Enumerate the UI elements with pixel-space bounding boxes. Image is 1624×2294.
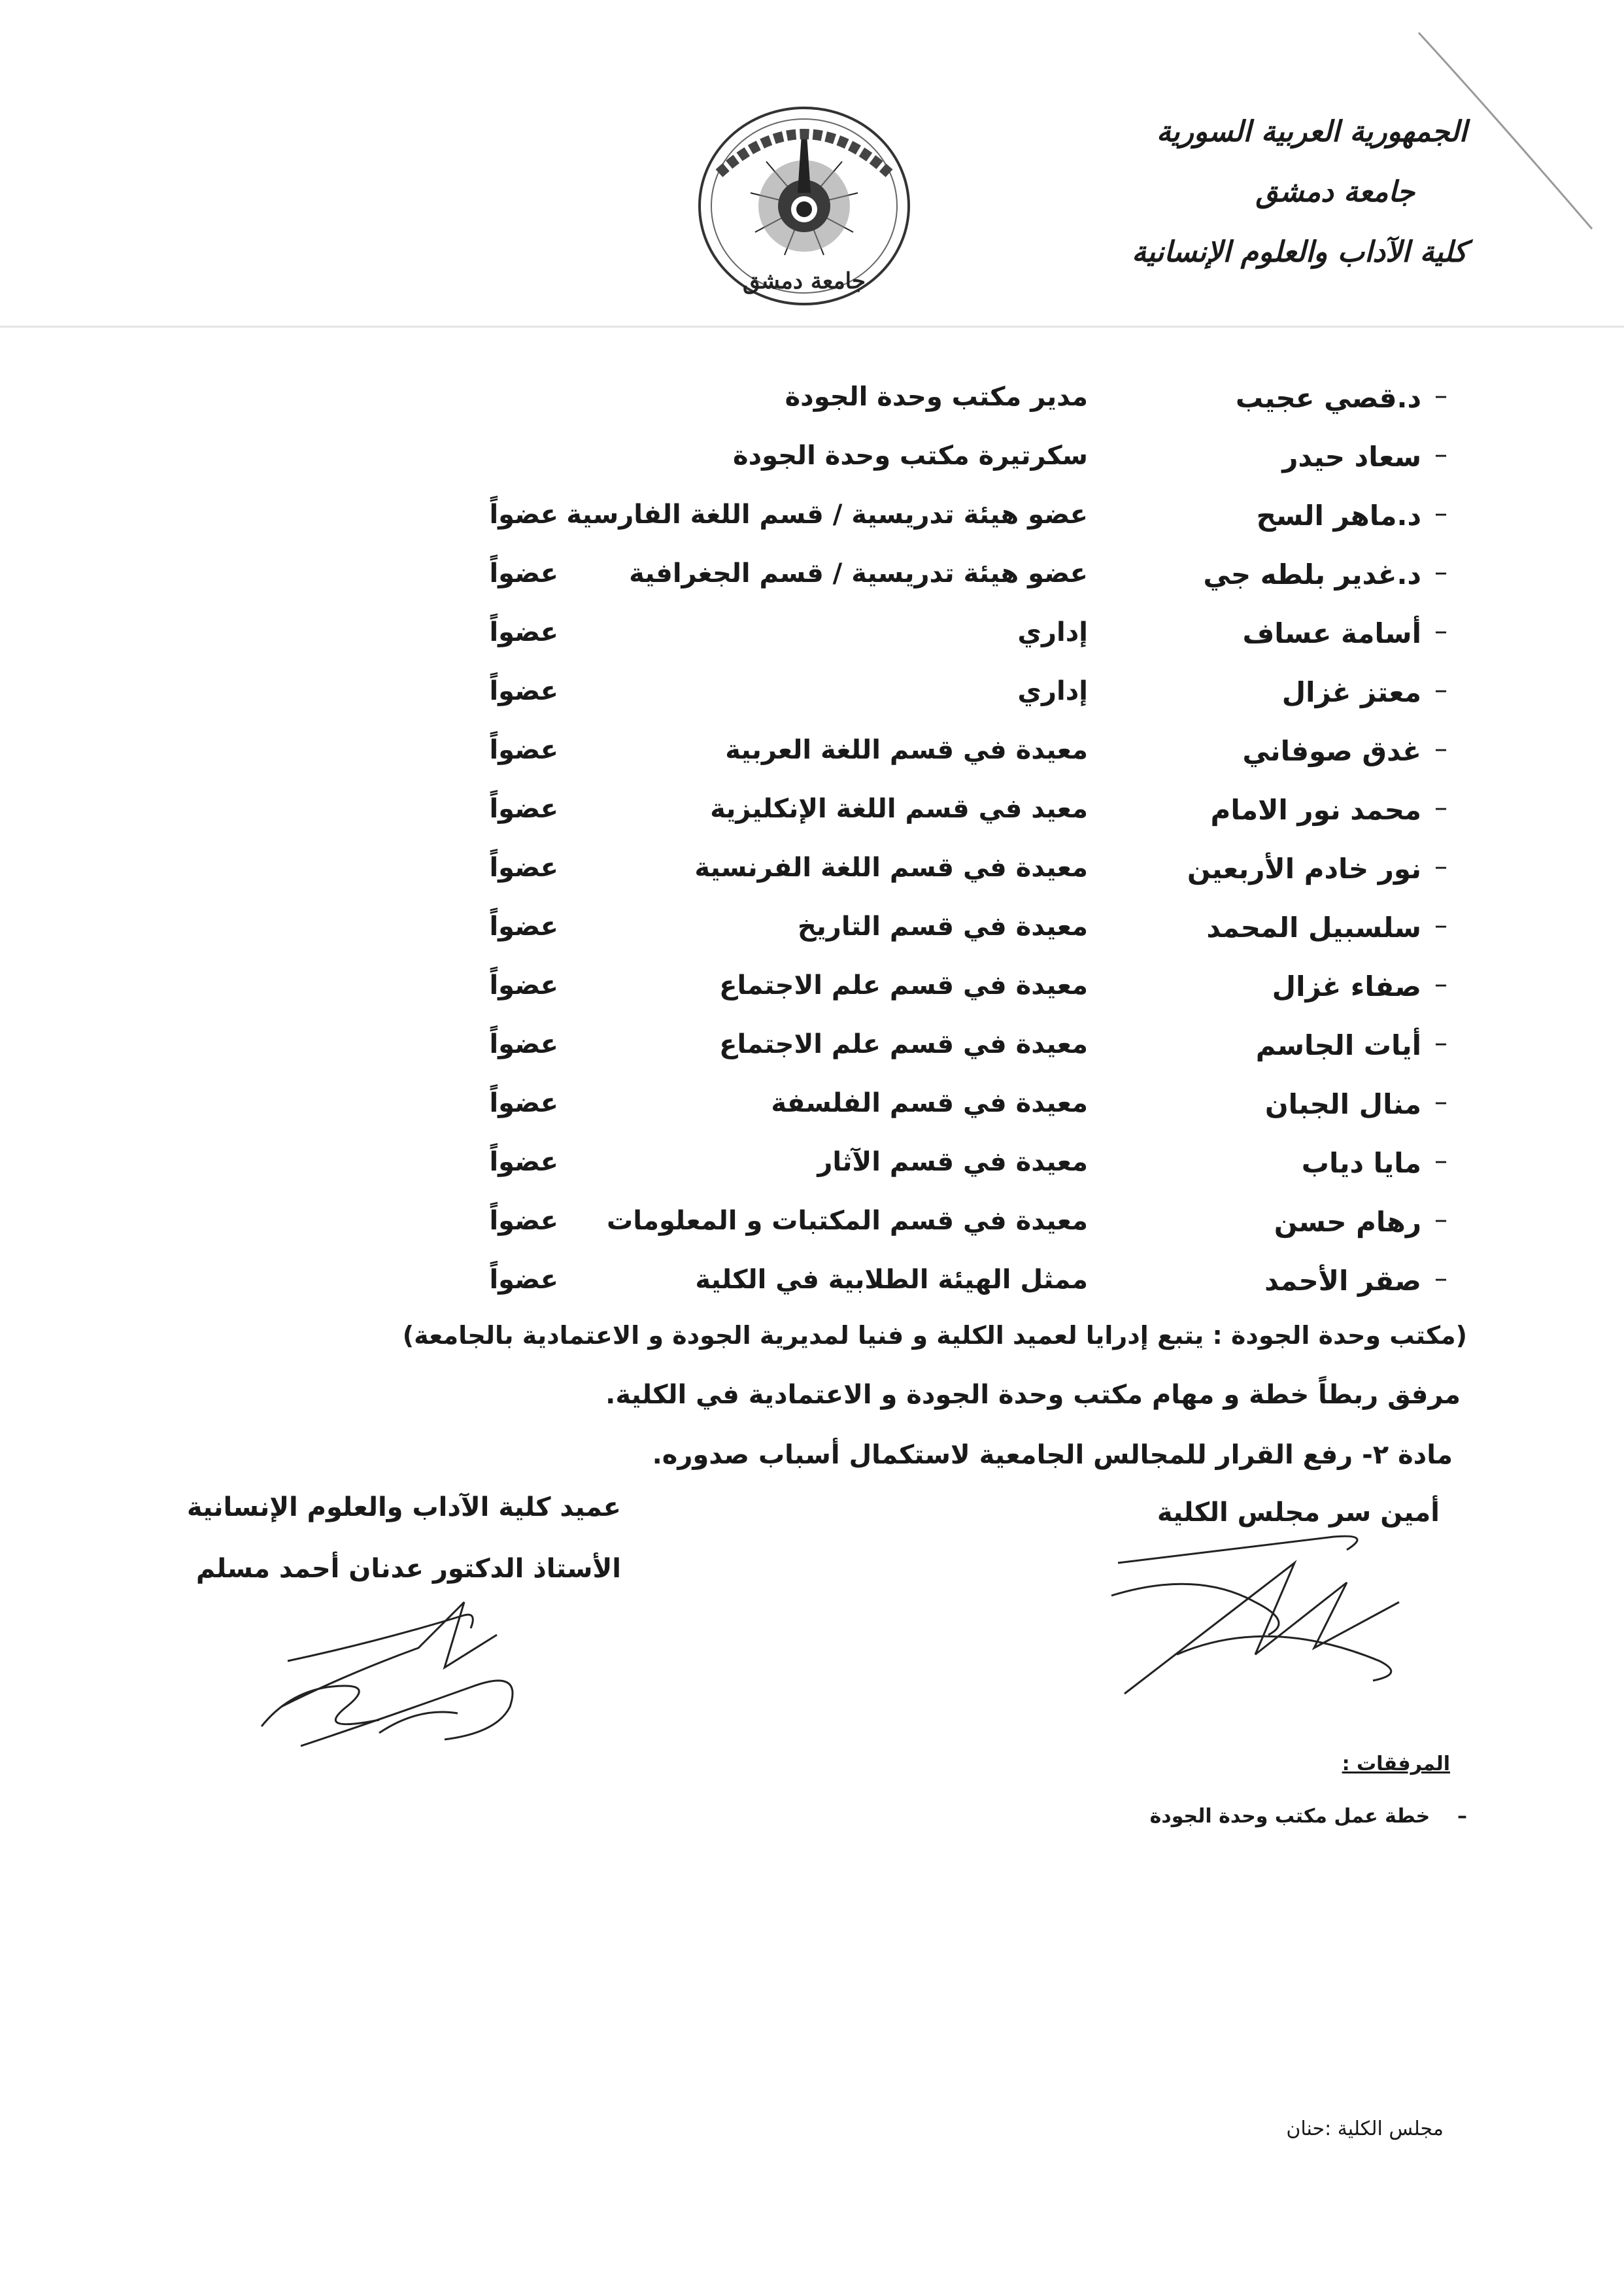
member-name: صفاء غزال bbox=[1272, 970, 1421, 1002]
member-name: سلسبيل المحمد bbox=[1206, 912, 1421, 944]
bullet-dash: – bbox=[1434, 793, 1447, 823]
footer-council: مجلس الكلية :حنان bbox=[1286, 2117, 1444, 2140]
member-status: عضواً bbox=[489, 1206, 558, 1236]
council-secretary-title: أمين سر مجلس الكلية bbox=[1157, 1498, 1440, 1528]
dean-signature bbox=[248, 1576, 562, 1772]
member-role: معيدة في قسم المكتبات و المعلومات bbox=[607, 1206, 1088, 1236]
member-row bbox=[0, 668, 1624, 721]
member-name: د.غدير بلطه جي bbox=[1203, 558, 1421, 591]
member-role: معيدة في قسم اللغة العربية bbox=[725, 735, 1088, 765]
member-status: عضواً bbox=[489, 676, 558, 706]
member-role: سكرتيرة مكتب وحدة الجودة bbox=[733, 441, 1088, 471]
member-role: ممثل الهيئة الطلابية في الكلية bbox=[695, 1265, 1088, 1295]
member-status: عضواً bbox=[489, 1147, 558, 1177]
member-name: صقر الأحمد bbox=[1264, 1265, 1421, 1297]
member-name: غدق صوفاني bbox=[1242, 735, 1421, 767]
member-status: عضواً bbox=[489, 1029, 558, 1059]
dean-title: عميد كلية الآداب والعلوم الإنسانية bbox=[186, 1492, 621, 1522]
university-seal-logo bbox=[693, 101, 915, 311]
member-role: مدير مكتب وحدة الجودة bbox=[785, 382, 1088, 412]
member-row bbox=[0, 727, 1624, 779]
member-name: أسامة عساف bbox=[1242, 617, 1421, 649]
member-role: عضو هيئة تدريسية / قسم الجغرافية bbox=[629, 558, 1088, 589]
secretary-signature bbox=[1098, 1524, 1438, 1707]
attachment-item bbox=[1150, 1805, 1467, 1828]
member-role: معيدة في قسم الآثار bbox=[817, 1147, 1088, 1177]
bullet-dash: – bbox=[1434, 1146, 1447, 1176]
member-name: مايا دياب bbox=[1301, 1147, 1421, 1179]
bullet-dash: – bbox=[1434, 1263, 1447, 1293]
member-role: معيدة في قسم اللغة الفرنسية bbox=[694, 853, 1088, 883]
member-row bbox=[0, 904, 1624, 956]
attachment-note: مرفق ربطاً خطة و مهام مكتب وحدة الجودة و الاعتمادية في الكلية. bbox=[605, 1380, 1461, 1410]
member-row bbox=[0, 1257, 1624, 1309]
bullet-dash: – bbox=[1434, 1087, 1447, 1117]
member-name: رهام حسن bbox=[1274, 1206, 1421, 1238]
member-role: عضو هيئة تدريسية / قسم اللغة الفارسية bbox=[566, 500, 1088, 530]
member-row bbox=[0, 1139, 1624, 1191]
seal-text: جامعة دمشق bbox=[742, 268, 866, 294]
bullet-dash: – bbox=[1457, 1805, 1467, 1828]
fold-line bbox=[0, 326, 1624, 328]
member-name: منال الجبان bbox=[1264, 1088, 1421, 1120]
member-role: إداري bbox=[1017, 676, 1088, 706]
member-role: معيد في قسم اللغة الإنكليزية bbox=[710, 794, 1088, 824]
bullet-dash: – bbox=[1434, 557, 1447, 587]
member-role: معيدة في قسم علم الاجتماع bbox=[719, 970, 1088, 1001]
member-status: عضواً bbox=[489, 912, 558, 942]
member-row bbox=[0, 374, 1624, 426]
bullet-dash: – bbox=[1434, 851, 1447, 882]
bullet-dash: – bbox=[1434, 969, 1447, 999]
member-row bbox=[0, 433, 1624, 485]
member-name: د.قصي عجيب bbox=[1235, 382, 1421, 414]
bullet-dash: – bbox=[1434, 1205, 1447, 1235]
member-row bbox=[0, 845, 1624, 897]
member-role: معيدة في قسم علم الاجتماع bbox=[719, 1029, 1088, 1059]
member-status: عضواً bbox=[489, 970, 558, 1001]
bullet-dash: – bbox=[1434, 734, 1447, 764]
bullet-dash: – bbox=[1434, 910, 1447, 940]
member-row bbox=[0, 1021, 1624, 1074]
member-status: عضواً bbox=[489, 735, 558, 765]
header-faculty: كلية الآداب والعلوم الإنسانية bbox=[1132, 235, 1467, 269]
article-2: مادة ٢- رفع القرار للمجالس الجامعية لاستكمال أسباب صدوره. bbox=[652, 1440, 1453, 1470]
attachment-item-text: خطة عمل مكتب وحدة الجودة bbox=[1149, 1805, 1430, 1828]
member-row bbox=[0, 609, 1624, 662]
member-row bbox=[0, 963, 1624, 1015]
member-row bbox=[0, 1080, 1624, 1133]
member-row bbox=[0, 492, 1624, 544]
member-status: عضواً bbox=[489, 853, 558, 883]
member-status: عضواً bbox=[489, 1088, 558, 1118]
bullet-dash: – bbox=[1434, 616, 1447, 646]
member-status: عضواً bbox=[489, 617, 558, 647]
member-row bbox=[0, 786, 1624, 838]
member-name: سعاد حيدر bbox=[1282, 441, 1421, 473]
header-university: جامعة دمشق bbox=[1255, 175, 1415, 209]
dean-name: الأستاذ الدكتور عدنان أحمد مسلم bbox=[195, 1554, 621, 1584]
member-name: نور خادم الأربعين bbox=[1187, 853, 1421, 885]
bullet-dash: – bbox=[1434, 381, 1447, 411]
member-status: عضواً bbox=[489, 1265, 558, 1295]
member-name: معتز غزال bbox=[1281, 676, 1421, 708]
letterhead bbox=[1132, 111, 1467, 273]
header-country: الجمهورية العربية السورية bbox=[1156, 115, 1467, 148]
bullet-dash: – bbox=[1434, 675, 1447, 705]
bullet-dash: – bbox=[1434, 439, 1447, 470]
member-role: معيدة في قسم التاريخ bbox=[797, 912, 1088, 942]
bullet-dash: – bbox=[1434, 498, 1447, 528]
member-row bbox=[0, 1198, 1624, 1250]
member-status: عضواً bbox=[489, 558, 558, 589]
member-status: عضواً bbox=[489, 794, 558, 824]
member-name: أيات الجاسم bbox=[1255, 1029, 1421, 1061]
quality-unit-note: (مكتب وحدة الجودة : يتبع إدرايا لعميد الكلية و فنيا لمديرية الجودة و الاعتمادية بالجامعة) bbox=[402, 1321, 1467, 1350]
member-role: معيدة في قسم الفلسفة bbox=[771, 1088, 1088, 1118]
member-role: إداري bbox=[1017, 617, 1088, 647]
attachments-title: المرفقات : bbox=[1342, 1753, 1450, 1775]
member-name: د.ماهر السح bbox=[1256, 500, 1421, 532]
member-row bbox=[0, 551, 1624, 603]
member-name: محمد نور الامام bbox=[1210, 794, 1421, 826]
bullet-dash: – bbox=[1434, 1028, 1447, 1058]
member-status: عضواً bbox=[489, 500, 558, 530]
